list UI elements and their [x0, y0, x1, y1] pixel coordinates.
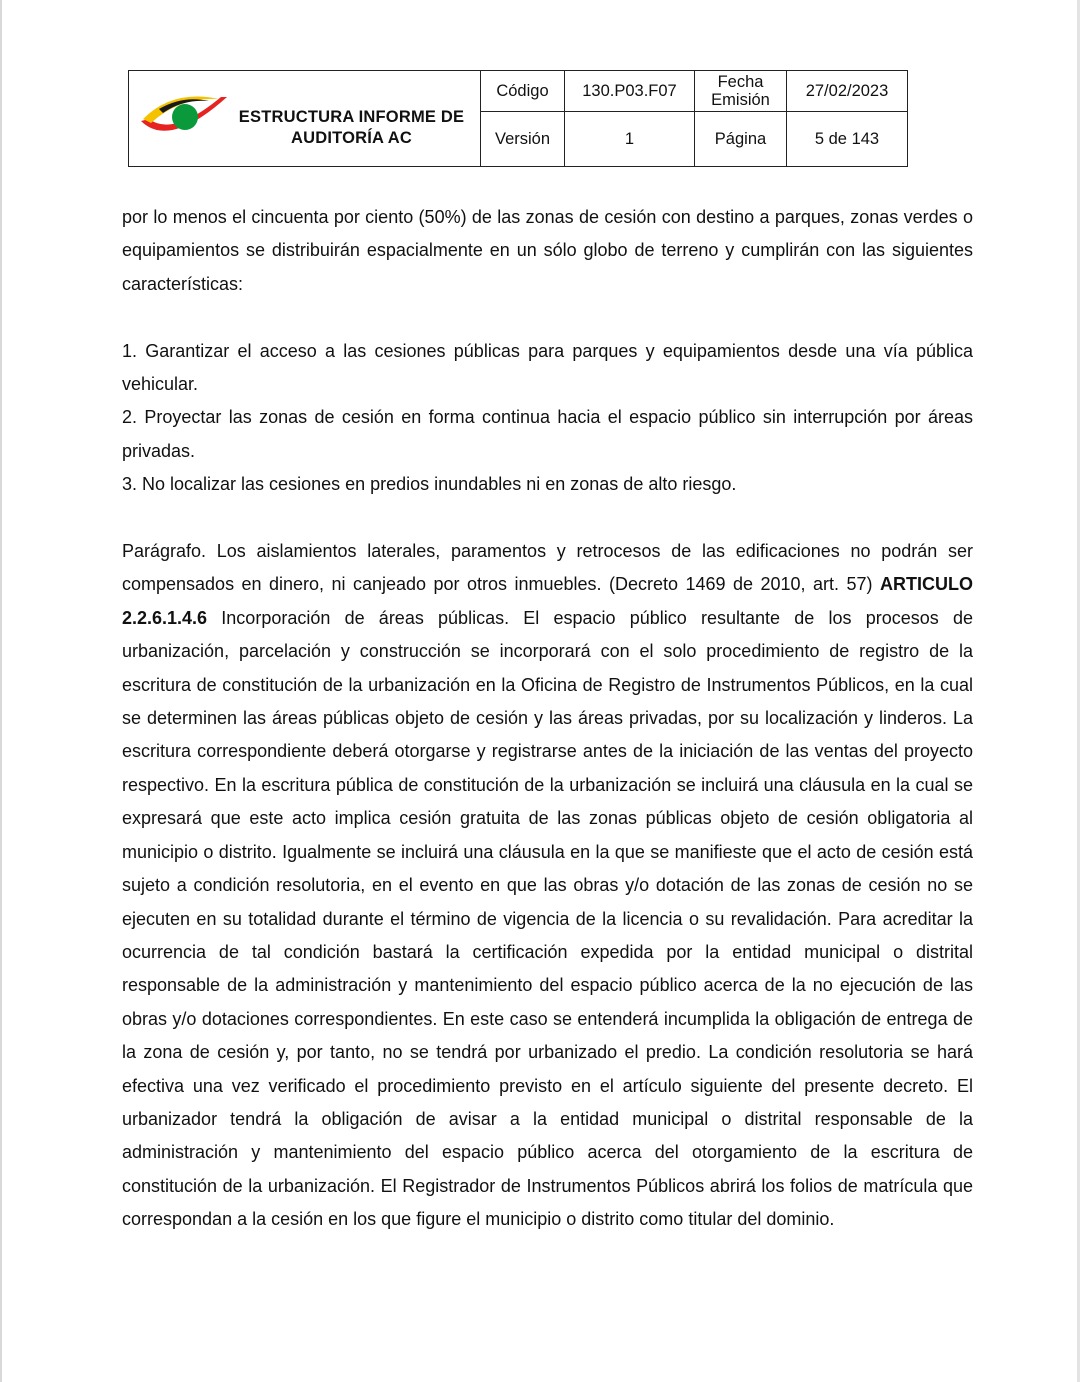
paragraph-spacer [122, 301, 973, 334]
list-item: 2. Proyectar las zonas de cesión en forma continua hacia el espacio público sin interrupción por áreas privadas. [122, 407, 973, 461]
document-title-line2: AUDITORÍA AC [291, 129, 412, 147]
code-label: Código [481, 71, 565, 112]
issue-date-label [695, 71, 787, 112]
issue-date-label-line2: Emisión [711, 91, 770, 109]
document-title [229, 107, 474, 149]
page-label: Página [695, 112, 787, 167]
paragraph-spacer [122, 502, 973, 535]
article-number: ARTICULO 2.2.6.1.4.6 [122, 574, 973, 628]
page-value: 5 de 143 [787, 112, 908, 167]
document-body [122, 201, 973, 1237]
document-title-line1: ESTRUCTURA INFORME DE [238, 108, 465, 126]
intro-paragraph: por lo menos el cincuenta por ciento (50%) de las zonas de cesión con destino a parques, zonas verdes o equipamientos se distribuirán espacialmente en un sólo globo de terreno y cumplirán con las siguientes características: [122, 207, 973, 294]
version-value: 1 [565, 112, 695, 167]
list-item: 1. Garantizar el acceso a las cesiones públicas para parques y equipamientos desde una vía pública vehicular. [122, 340, 973, 395]
logo-title-cell [129, 71, 481, 167]
paragrafo-paragraph [122, 535, 973, 1237]
code-value: 130.P03.F07 [565, 71, 695, 112]
list-item: 3. No localizar las cesiones en predios inundables ni en zonas de alto riesgo. [122, 474, 737, 495]
page-edge-left [0, 0, 2, 1382]
paragrafo-text: Parágrafo. Los aislamientos laterales, paramentos y retrocesos de las edificaciones no podrán ser compensados en dinero, ni canjeado por otros inmuebles. (Decreto 1469 de 2010, art. 57) [122, 541, 973, 595]
article-text: Incorporación de áreas públicas. El espacio público resultante de los procesos de urbanización, parcelación y construcción se incorporará con el solo procedimiento de registro de la escritura de constitución de la urbanización en la Oficina de Registro de Instrumentos Públicos, en la cual se determinen las áreas públicas objeto de cesión y las áreas privadas, por su localización y linderos. La escritura correspondiente deberá otorgarse y registrarse antes de la iniciación de las ventas del proyecto respectivo. En la escritura pública de constitución de la urbanización se incluirá una cláusula en la cual se expresará que este acto implica cesión gratuita de las zonas públicas objeto de cesión obligatoria al municipio o distrito. Igualmente se incluirá una cláusula en la que se manifieste que el acto de cesión está sujeto a condición resolutoria, en el evento en que las obras y/o dotación de las zonas de cesión no se ejecuten en su totalidad durante el término de vigencia de la licencia o su revalidación. Para acreditar la ocurrencia de tal condición bastará la certificación expedida por la entidad municipal o distrital responsable de la administración y mantenimiento del espacio público acerca de la no ejecución de las obras y/o dotaciones correspondientes. En este caso se entenderá incumplida la obligación de entrega de la zona de cesión y, por tanto, no se tendrá por urbanizado el predio. La condición resolutoria se hará efectiva una vez verificado el procedimiento previsto en el artículo siguiente del presente decreto. El urbanizador tendrá la obligación de avisar a la entidad municipal o distrital responsable de la administración y mantenimiento del espacio público acerca del otorgamiento de la escritura de constitución de la urbanización. El Registrador de Instrumentos Públicos abrirá los folios de matrícula que correspondan a la cesión en los que figure el municipio o distrito como titular del dominio. [122, 607, 973, 1230]
issue-date-label-line1: Fecha [717, 73, 764, 91]
document-header-table [128, 70, 908, 167]
version-label: Versión [481, 112, 565, 167]
eye-logo-icon [139, 93, 229, 141]
issue-date-value: 27/02/2023 [787, 71, 908, 112]
